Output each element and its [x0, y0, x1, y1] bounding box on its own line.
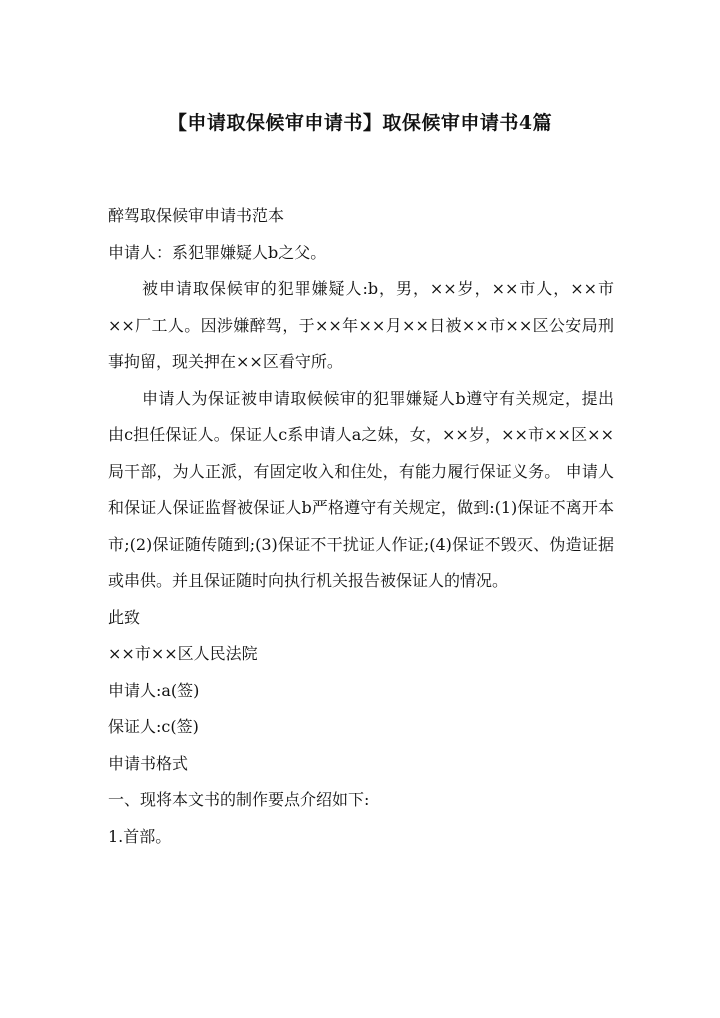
paragraph-court: ××市××区人民法院	[108, 644, 258, 663]
paragraph-applicant-sign: 申请人:a(签)	[108, 680, 200, 700]
paragraph-guarantor-sign: 保证人:c(签)	[108, 717, 199, 736]
paragraph-heading: 醉驾取保候审申请书范本	[108, 206, 285, 225]
paragraph-salutation: 此致	[108, 607, 141, 627]
paragraph-guarantee: 申请人为保证被申请取候候审的犯罪嫌疑人b遵守有关规定，提出由c担任保证人。保证人c系申请人a之妹，女，××岁，××市××区××局干部，为人正派，有固定收入和住处，有能力履行保证义务。 申请人和保证人保证监督被保证人b严格遵守有关规定，做到:(1)保证不离开本市;(2)保证随传随到;(3)保证不干扰证人作证;(4)保证不毁灭、伪造证据或串供。并且保证随时向执行机关报告被保证人的情况。	[108, 388, 614, 590]
paragraph-format-heading: 申请书格式	[108, 753, 189, 773]
paragraph-applicant: 申请人：系犯罪嫌疑人b之父。	[108, 242, 327, 262]
document-title: 【申请取保候审申请书】取保候审申请书4篇	[167, 112, 553, 134]
paragraph-suspect: 被申请取保候审的犯罪嫌疑人:b，男，××岁，××市人，××市××厂工人。因涉嫌醉驾，于××年××月××日被××市××区公安局刑事拘留，现关押在××区看守所。	[108, 279, 614, 371]
document-body	[108, 198, 614, 855]
paragraph-item-one: 1.首部。	[108, 826, 172, 846]
paragraph-section-one: 一、现将本文书的制作要点介绍如下:	[108, 790, 370, 809]
